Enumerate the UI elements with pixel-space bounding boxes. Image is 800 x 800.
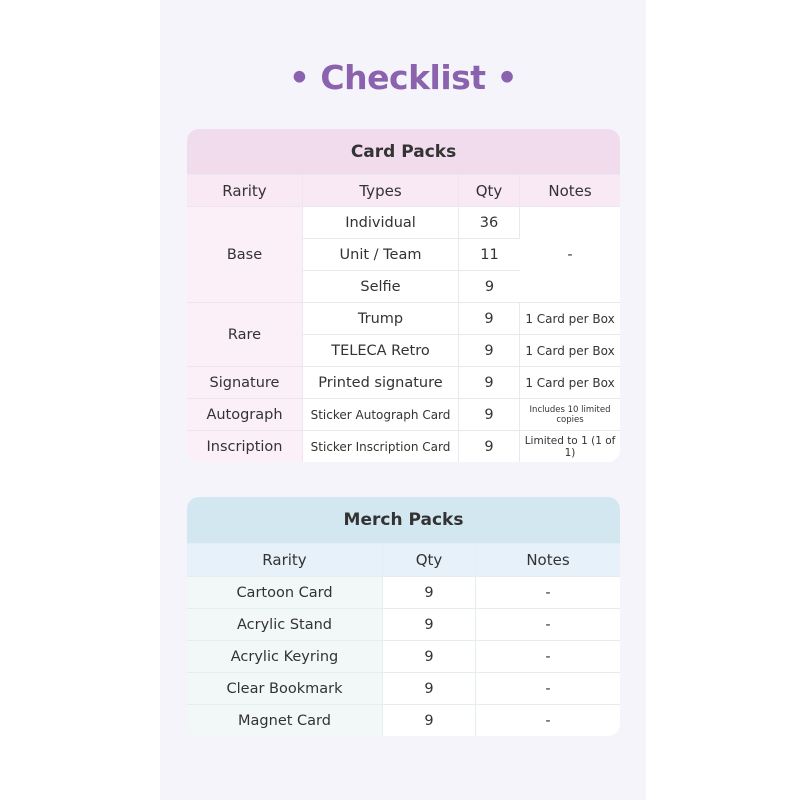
qty-cell: 9 [383,705,476,736]
type-cell: Individual [303,207,459,239]
qty-cell: 9 [383,673,476,705]
notes-cell: - [545,712,551,729]
header-types: Types [303,175,459,207]
merch-packs-title: Merch Packs [187,497,620,544]
card-packs-table [187,129,620,462]
type-cell: Sticker Autograph Card [303,399,459,431]
table-row [187,641,620,673]
notes-cell: Includes 10 limited copies [520,399,620,431]
checklist-panel [160,0,646,800]
qty-cell: 9 [383,577,476,609]
table-row [187,431,620,462]
table-row [187,705,620,736]
notes-cell: 1 Card per Box [520,303,620,335]
notes-cell: 1 Card per Box [520,335,620,367]
rarity-autograph: Autograph [187,399,303,431]
notes-cell: - [476,673,620,705]
rarity-cell: Acrylic Keyring [187,641,383,673]
header-rarity: Rarity [187,544,383,577]
notes-cell: Limited to 1 (1 of 1) [524,434,616,459]
table-row [187,207,620,239]
header-qty: Qty [383,544,476,577]
qty-cell: 11 [459,239,520,271]
header-rarity: Rarity [187,175,303,207]
type-cell: Sticker Inscription Card [303,431,459,462]
qty-cell: 9 [459,271,520,303]
qty-cell: 9 [459,367,520,399]
qty-cell: 9 [459,431,520,462]
type-cell: Trump [303,303,459,335]
page-title: • Checklist • [288,58,518,97]
notes-cell: - [476,609,620,641]
merch-packs-table [187,497,620,736]
notes-cell: - [476,577,620,609]
table-row [187,303,620,335]
header-notes: Notes [520,175,620,207]
notes-cell: - [520,207,620,303]
notes-cell: - [476,641,620,673]
rarity-cell: Magnet Card [187,705,383,736]
rarity-inscription: Inscription [187,431,303,462]
type-cell: Unit / Team [303,239,459,271]
card-packs-title: Card Packs [187,129,620,175]
type-cell: Printed signature [303,367,459,399]
qty-cell: 36 [459,207,520,239]
qty-cell: 9 [459,399,520,431]
rarity-cell: Cartoon Card [187,577,383,609]
rarity-cell: Acrylic Stand [187,609,383,641]
header-qty: Qty [459,175,520,207]
table-row [187,609,620,641]
rarity-base: Base [187,207,303,303]
header-notes: Notes [476,544,620,577]
notes-cell: 1 Card per Box [520,367,620,399]
rarity-cell: Clear Bookmark [187,673,383,705]
rarity-signature: Signature [187,367,303,399]
qty-cell: 9 [383,609,476,641]
table-row [187,399,620,431]
rarity-rare: Rare [187,303,303,367]
qty-cell: 9 [459,335,520,367]
table-row [187,673,620,705]
type-cell: TELECA Retro [303,335,459,367]
qty-cell: 9 [459,303,520,335]
table-row [187,367,620,399]
table-row [187,577,620,609]
type-cell: Selfie [303,271,459,303]
qty-cell: 9 [383,641,476,673]
